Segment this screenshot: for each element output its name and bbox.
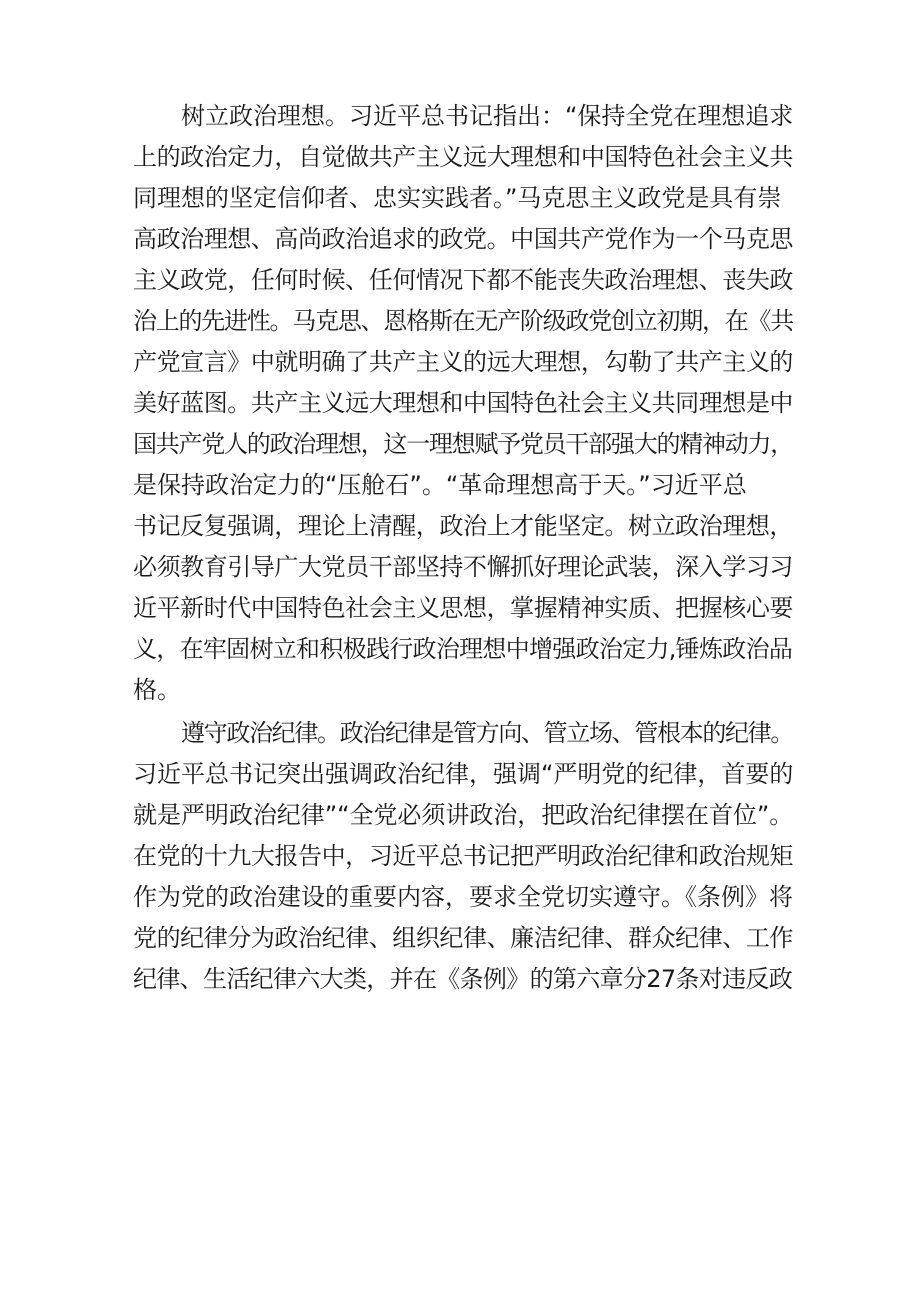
text-line: 美好蓝图。共产主义远大理想和中国特色社会主义共同理想是中: [133, 389, 793, 417]
text-line: 国共产党人的政治理想，这一理想赋予党员干部强大的精神动力，: [133, 430, 793, 458]
text-line: 格。: [133, 676, 181, 704]
text-line: 就是严明政治纪律”“全党必须讲政治，把政治纪律摆在首位”。: [133, 801, 794, 829]
text-line: 书记反复强调，理论上清醒，政治上才能坚定。树立政治理想，: [133, 512, 793, 540]
text-line: 主义政党，任何时候、任何情况下都不能丧失政治理想、丧失政: [133, 266, 793, 294]
text-line: 在党的十九大报告中，习近平总书记把严明政治纪律和政治规矩: [133, 842, 793, 870]
text-line: 产党宣言》中就明确了共产主义的远大理想，勾勒了共产主义的: [133, 348, 793, 376]
text-line: 近平新时代中国特色社会主义思想，掌握精神实质、把握核心要: [133, 594, 793, 622]
text-line: 遵守政治纪律。政治纪律是管方向、管立场、管根本的纪律。: [181, 719, 793, 747]
text-line: 上的政治定力，自觉做共产主义远大理想和中国特色社会主义共: [133, 143, 793, 171]
paragraph-political-ideal: [133, 96, 793, 711]
text-line: 必须教育引导广大党员干部坚持不懈抓好理论武装，深入学习习: [133, 553, 793, 581]
paragraph-political-discipline: [133, 713, 793, 1000]
document-body: [133, 96, 793, 1000]
text-line: 作为党的政治建设的重要内容，要求全党切实遵守。《条例》将: [133, 883, 793, 911]
text-line: 高政治理想、高尚政治追求的政党。中国共产党作为一个马克思: [133, 225, 793, 253]
text-line: 党的纪律分为政治纪律、组织纪律、廉洁纪律、群众纪律、工作: [133, 924, 793, 952]
text-line: 习近平总书记突出强调政治纪律，强调“严明党的纪律，首要的: [133, 760, 794, 788]
text-line: 同理想的坚定信仰者、忠实实践者。”马克思主义政党是具有崇: [133, 184, 782, 212]
text-line: 纪律、生活纪律六大类，并在《条例》的第六章分27条对违反政: [133, 965, 793, 993]
text-line: 是保持政治定力的“压舱石”。“革命理想高于天。”习近平总: [133, 471, 747, 499]
text-line: 树立政治理想。习近平总书记指出：“保持全党在理想追求: [181, 102, 794, 130]
text-line: 治上的先进性。马克思、恩格斯在无产阶级政党创立初期，在《共: [133, 307, 793, 335]
text-line: 义，在牢固树立和积极践行政治理想中增强政治定力,锤炼政治品: [133, 635, 793, 663]
